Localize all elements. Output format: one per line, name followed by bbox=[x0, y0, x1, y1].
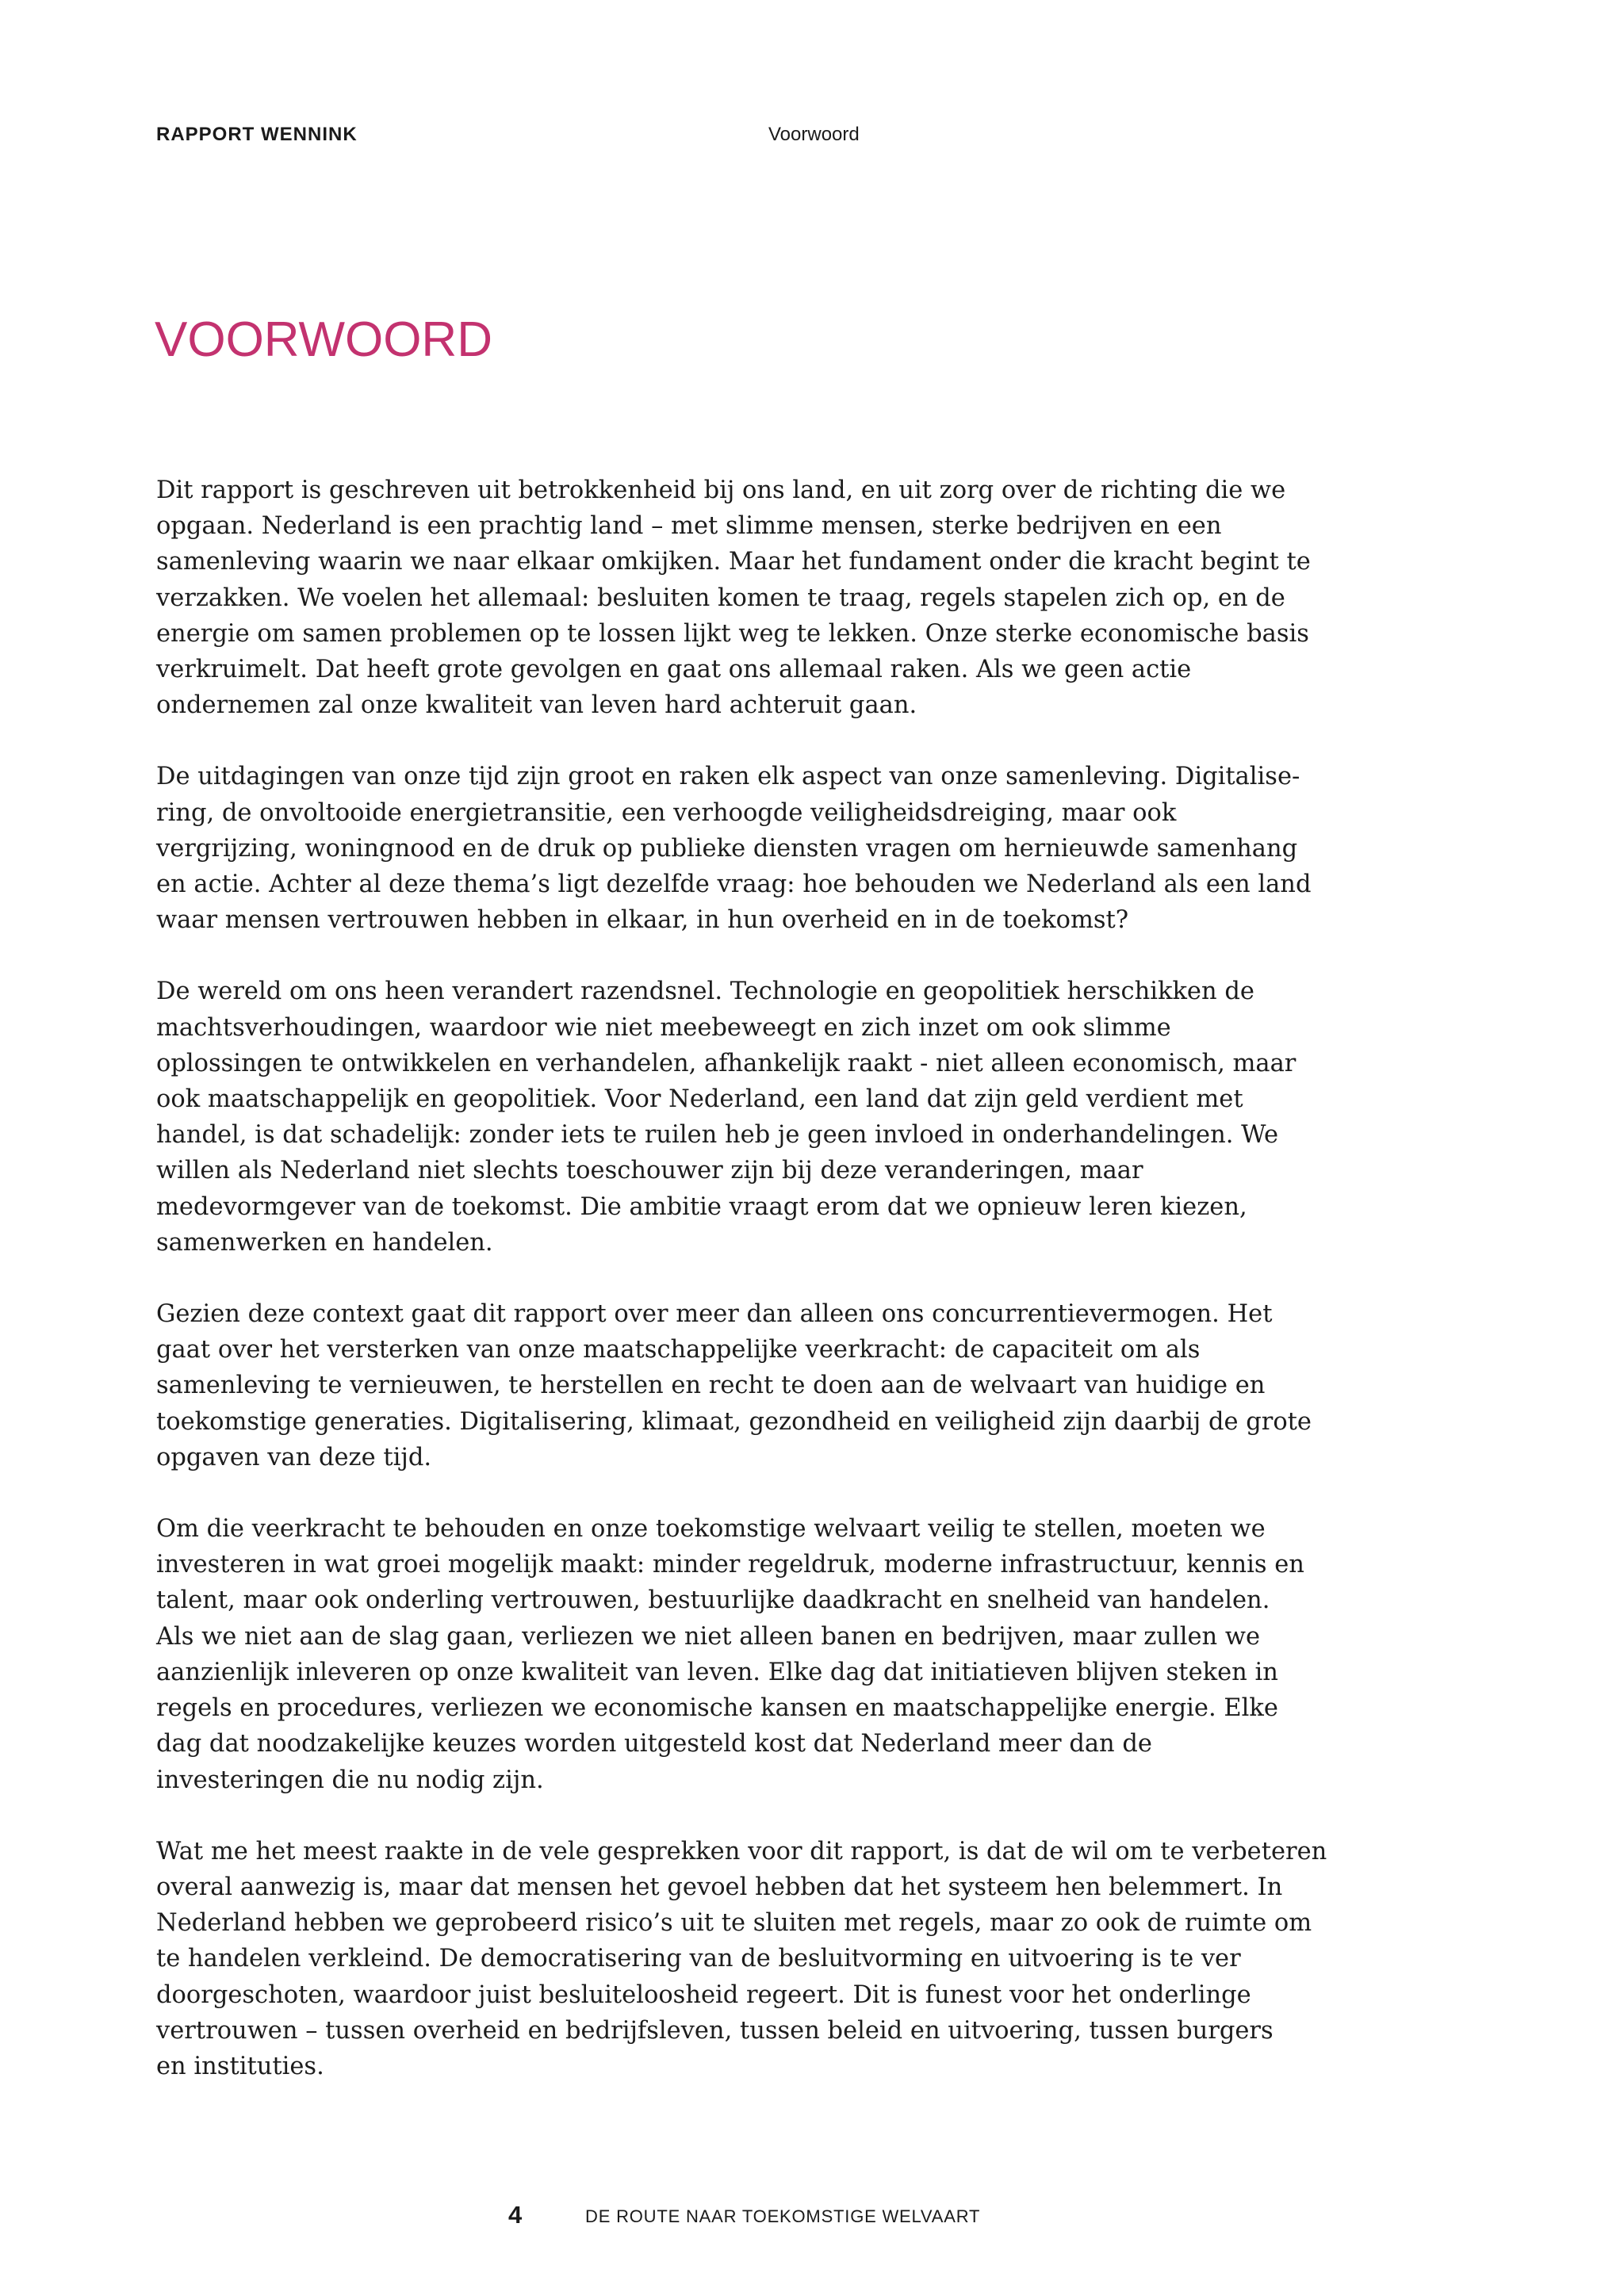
text-line: vertrouwen – tussen overheid en bedrijfsleven, tussen beleid en uitvoering, tussen burgers bbox=[156, 2016, 1274, 2045]
running-header-report-name: RAPPORT WENNINK bbox=[156, 124, 358, 145]
text-line: machtsverhoudingen, waardoor wie niet meebeweegt en zich inzet om ook slimme bbox=[156, 1013, 1171, 1042]
text-line: verkruimelt. Dat heeft grote gevolgen en gaat ons allemaal raken. Als we geen actie bbox=[156, 656, 1192, 684]
text-line: opgaven van deze tijd. bbox=[156, 1443, 432, 1471]
footer-publication-title: DE ROUTE NAAR TOEKOMSTIGE WELVAART bbox=[585, 2206, 981, 2226]
text-line: dag dat noodzakelijke keuzes worden uitgesteld kost dat Nederland meer dan de bbox=[156, 1730, 1152, 1758]
text-line: De wereld om ons heen verandert razendsnel. Technologie en geopolitiek herschikken de bbox=[156, 978, 1254, 1006]
text-line: Gezien deze context gaat dit rapport over meer dan alleen ons concurrentievermogen. Het bbox=[156, 1300, 1273, 1329]
text-line: toekomstige generaties. Digitalisering, klimaat, gezondheid en veiligheid zijn daarbij de grote bbox=[156, 1407, 1312, 1436]
text-line: investeringen die nu nodig zijn. bbox=[156, 1766, 544, 1794]
text-line: De uitdagingen van onze tijd zijn groot en raken elk aspect van onze samenleving. Digitalise- bbox=[156, 763, 1300, 791]
text-line: oplossingen te ontwikkelen en verhandelen, afhankelijk raakt - niet alleen economisch, maar bbox=[156, 1049, 1297, 1077]
chapter-title: VOORWOORD bbox=[155, 312, 492, 367]
text-line: ondernemen zal onze kwaliteit van leven hard achteruit gaan. bbox=[156, 691, 917, 720]
text-line: gaat over het versterken van onze maatschappelijke veerkracht: de capaciteit om als bbox=[156, 1336, 1201, 1364]
paragraph-1 bbox=[156, 473, 1311, 723]
body-text bbox=[156, 473, 1327, 2120]
text-line: Om die veerkracht te behouden en onze toekomstige welvaart veilig te stellen, moeten we bbox=[156, 1515, 1266, 1544]
text-line: verzakken. We voelen het allemaal: besluiten komen te traag, regels stapelen zich op, en de bbox=[156, 584, 1285, 612]
text-line: en instituties. bbox=[156, 2052, 324, 2080]
text-line: samenleving waarin we naar elkaar omkijken. Maar het fundament onder die kracht begint te bbox=[156, 548, 1311, 576]
text-line: te handelen verkleind. De democratisering van de besluitvorming en uitvoering is te ver bbox=[156, 1945, 1241, 1973]
paragraph-6 bbox=[156, 1834, 1327, 2084]
text-line: Wat me het meest raakte in de vele gesprekken voor dit rapport, is dat de wil om te verbeteren bbox=[156, 1837, 1327, 1866]
paragraph-3 bbox=[156, 974, 1297, 1261]
text-line: ring, de onvoltooide energietransitie, een verhoogde veiligheidsdreiging, maar ook bbox=[156, 798, 1177, 827]
text-line: handel, is dat schadelijk: zonder iets te ruilen heb je geen invloed in onderhandelingen. We bbox=[156, 1121, 1279, 1150]
text-line: vergrijzing, woningnood en de druk op publieke diensten vragen om hernieuwde samenhang bbox=[156, 834, 1298, 863]
text-line: ook maatschappelijk en geopolitiek. Voor Nederland, een land dat zijn geld verdient met bbox=[156, 1085, 1243, 1114]
text-line: doorgeschoten, waardoor juist besluiteloosheid regeert. Dit is funest voor het onderlinge bbox=[156, 1980, 1251, 2009]
paragraph-5 bbox=[156, 1511, 1304, 1798]
text-line: willen als Nederland niet slechts toeschouwer zijn bij deze veranderingen, maar bbox=[156, 1157, 1143, 1185]
text-line: en actie. Achter al deze thema’s ligt dezelfde vraag: hoe behouden we Nederland als een land bbox=[156, 871, 1312, 899]
text-line: waar mensen vertrouwen hebben in elkaar, in hun overheid en in de toekomst? bbox=[156, 906, 1129, 935]
text-line: Als we niet aan de slag gaan, verliezen we niet alleen banen en bedrijven, maar zullen we bbox=[156, 1622, 1261, 1651]
text-line: samenwerken en handelen. bbox=[156, 1228, 493, 1257]
text-line: samenleving te vernieuwen, te herstellen en recht te doen aan de welvaart van huidige en bbox=[156, 1372, 1266, 1400]
text-line: Nederland hebben we geprobeerd risico’s uit te sluiten met regels, maar zo ook de ruimte om bbox=[156, 1909, 1312, 1938]
paragraph-2 bbox=[156, 759, 1312, 938]
text-line: aanzienlijk inleveren op onze kwaliteit van leven. Elke dag dat initiatieven blijven steken in bbox=[156, 1658, 1278, 1686]
text-line: investeren in wat groei mogelijk maakt: minder regeldruk, moderne infrastructuur, kennis en bbox=[156, 1551, 1304, 1579]
text-line: opgaan. Nederland is een prachtig land – met slimme mensen, sterke bedrijven en een bbox=[156, 512, 1222, 541]
text-line: regels en procedures, verliezen we economische kansen en maatschappelijke energie. Elke bbox=[156, 1694, 1278, 1723]
paragraph-4 bbox=[156, 1296, 1312, 1475]
running-header-section: Voorwoord bbox=[768, 124, 860, 145]
text-line: medevormgever van de toekomst. Die ambitie vraagt erom dat we opnieuw leren kiezen, bbox=[156, 1192, 1247, 1221]
text-line: Dit rapport is geschreven uit betrokkenheid bij ons land, en uit zorg over de richting die we bbox=[156, 476, 1286, 504]
page-number: 4 bbox=[508, 2201, 523, 2229]
text-line: talent, maar ook onderling vertrouwen, bestuurlijke daadkracht en snelheid van handelen. bbox=[156, 1586, 1270, 1615]
text-line: energie om samen problemen op te lossen lijkt weg te lekken. Onze sterke economische basis bbox=[156, 619, 1309, 648]
text-line: overal aanwezig is, maar dat mensen het gevoel hebben dat het systeem hen belemmert. In bbox=[156, 1873, 1283, 1901]
